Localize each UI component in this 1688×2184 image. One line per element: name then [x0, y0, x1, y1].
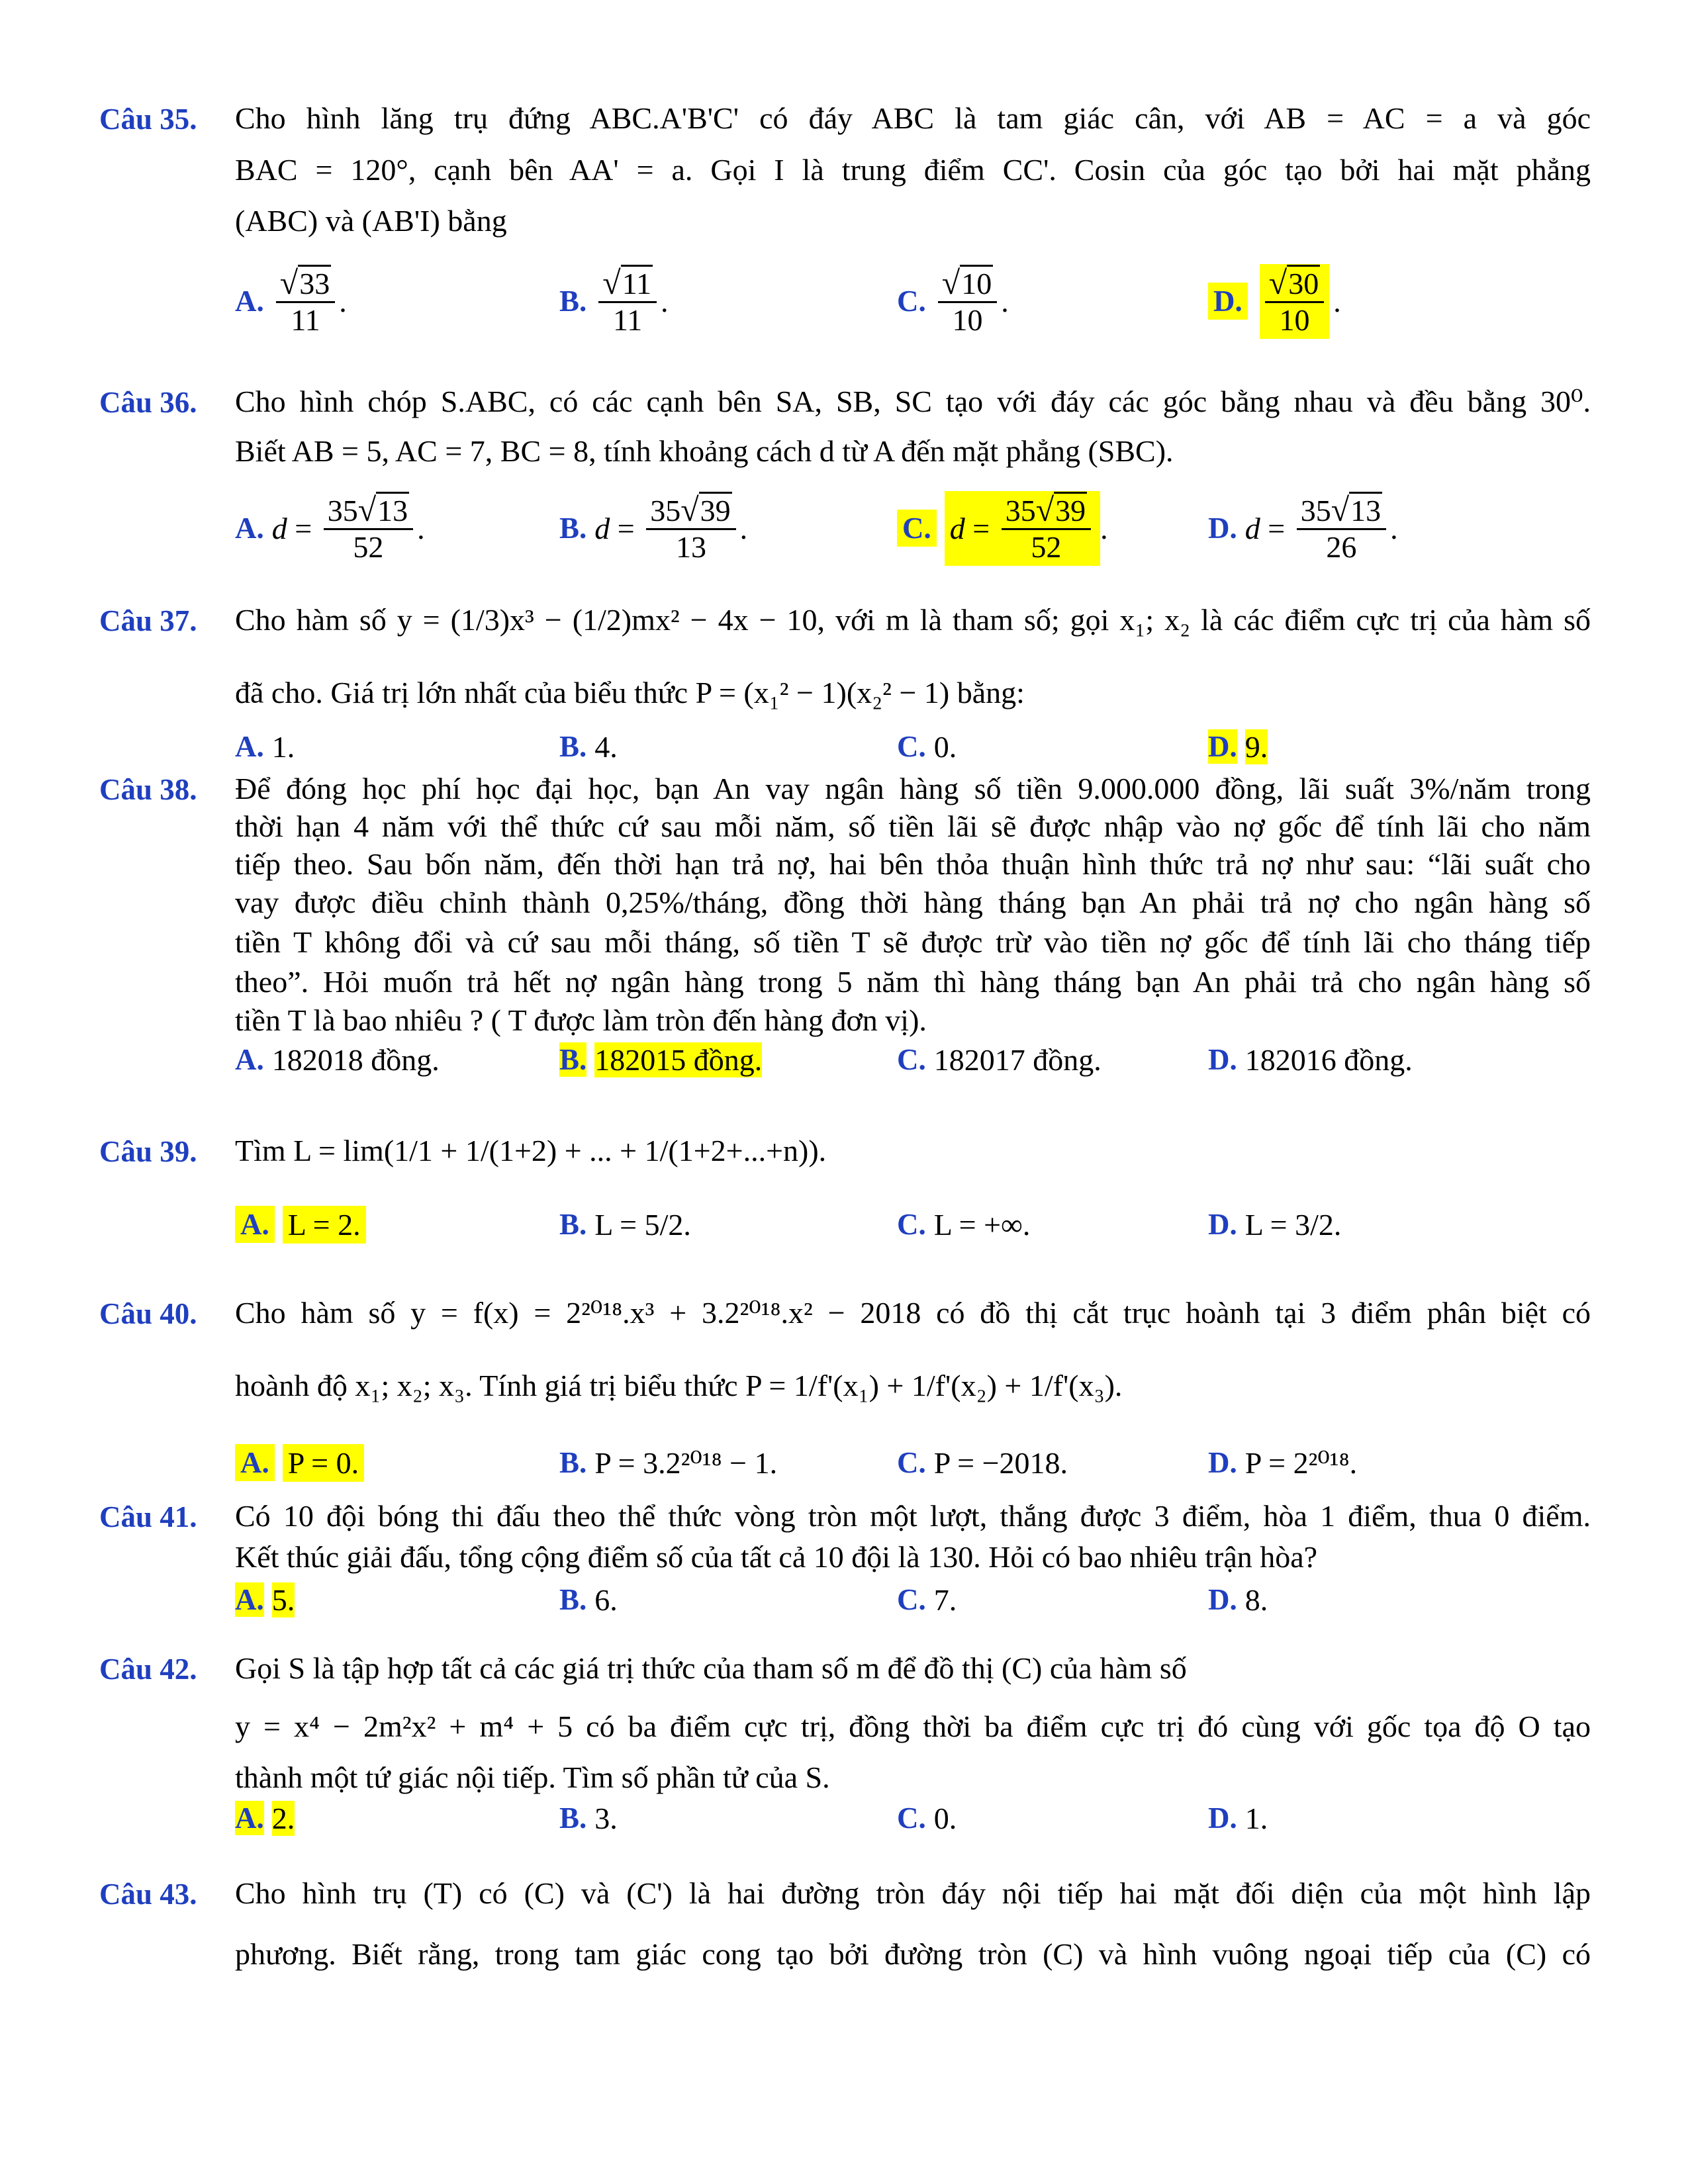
option-label: A.	[235, 285, 264, 318]
option-a[interactable]: A. L = 2.	[235, 1198, 366, 1251]
option-b[interactable]: B. 3.	[559, 1801, 618, 1835]
option-label: B.	[559, 285, 587, 318]
question-text-line: vay được điều chỉnh thành 0,25%/tháng, đồng thời hàng tháng bạn An phải trả nợ cho ngân hàng số	[235, 886, 1591, 919]
question-text-line: (ABC) và (AB'I) bằng	[235, 204, 507, 238]
question-text-line: phương. Biết rằng, trong tam giác cong tạo bởi đường tròn (C) và hình vuông ngoại tiếp của (C) có	[235, 1937, 1591, 1971]
option-c[interactable]: C. 0.	[897, 1801, 957, 1835]
question-text-line: theo”. Hỏi muốn trả hết nợ ngân hàng trong 5 năm thì hàng tháng bạn An phải trả cho ngân hàng số	[235, 965, 1591, 999]
question-text-line: y = x⁴ − 2m²x² + m⁴ + 5 có ba điểm cực trị, đồng thời ba điểm cực trị đó cùng với gốc tọa độ O tạo	[235, 1709, 1591, 1743]
option-label: A.	[235, 1444, 275, 1481]
option-c[interactable]: C. L = +∞.	[897, 1207, 1031, 1242]
question-number: Câu 43.	[99, 1878, 197, 1911]
option-label: B.	[559, 1583, 587, 1616]
option-d[interactable]: D. 8.	[1208, 1582, 1268, 1617]
option-b[interactable]: B. 4.	[559, 729, 618, 764]
answer-options	[235, 1798, 1591, 1838]
answer-options	[235, 727, 1591, 766]
option-c[interactable]: C. $\frac{√10}{10}$ .	[897, 263, 1009, 337]
option-label: B.	[559, 1208, 587, 1241]
option-c[interactable]: C. 0.	[897, 729, 957, 764]
option-label: C.	[897, 730, 926, 763]
option-b[interactable]: B. 182015 đồng.	[559, 1042, 763, 1077]
option-d[interactable]: D. 9.	[1208, 729, 1268, 764]
option-label: B.	[559, 730, 587, 763]
question-text-line: đã cho. Giá trị lớn nhất của biểu thức P = (x₁² − 1)(x₂² − 1) bằng:	[235, 676, 1025, 709]
option-a[interactable]: A. 1.	[235, 729, 295, 764]
option-label: A.	[235, 1206, 275, 1243]
question-text-line: Có 10 đội bóng thi đấu theo thể thức vòng tròn một lượt, thắng được 3 điểm, hòa 1 điểm, thua 0 điểm.	[235, 1499, 1591, 1533]
answer-options	[235, 261, 1591, 341]
question-number: Câu 35.	[99, 103, 197, 136]
question-text-line: Tìm L = lim(1/1 + 1/(1+2) + ... + 1/(1+2+...+n)).	[235, 1134, 827, 1167]
option-label: A.	[235, 1043, 264, 1076]
question-text-line: Cho hình trụ (T) có (C) và (C') là hai đường tròn đáy nội tiếp hai mặt đối diện của một hình lập	[235, 1876, 1591, 1910]
option-c[interactable]: C. 7.	[897, 1582, 957, 1617]
option-label: D.	[1208, 1043, 1237, 1076]
question-text-line: Cho hình chóp S.ABC, có các cạnh bên SA, SB, SC tạo với đáy các góc bằng nhau và đều bằng 30⁰.	[235, 385, 1591, 418]
option-label: C.	[897, 1043, 926, 1076]
question-text-line: thời hạn 4 năm với thể thức cứ sau mỗi năm, số tiền lãi sẽ được nhập vào nợ gốc để tính lãi cho năm	[235, 809, 1591, 843]
option-d[interactable]: D. 182016 đồng.	[1208, 1042, 1413, 1077]
answer-options	[235, 1040, 1591, 1079]
option-label: D.	[1208, 1583, 1237, 1616]
option-label: A.	[235, 730, 264, 763]
option-label: C.	[897, 1208, 926, 1241]
option-b[interactable]: B. $\frac{√11}{11}$ .	[559, 263, 669, 337]
option-d[interactable]: D. d = $\frac{35√13}{26}$ .	[1208, 490, 1398, 564]
option-label: D.	[1208, 730, 1237, 763]
option-a[interactable]: A. 182018 đồng.	[235, 1042, 440, 1077]
answer-options	[235, 1439, 1591, 1486]
answer-options	[235, 1198, 1591, 1251]
option-label: D.	[1208, 1446, 1237, 1479]
option-label: C.	[897, 1583, 926, 1616]
question-text-line: thành một tứ giác nội tiếp. Tìm số phần tử của S.	[235, 1760, 830, 1794]
question-text-line: hoành độ x₁; x₂; x₃. Tính giá trị biểu thức P = 1/f'(x₁) + 1/f'(x₂) + 1/f'(x₃).	[235, 1369, 1123, 1402]
option-label: B.	[559, 1043, 587, 1076]
answer-options	[235, 488, 1591, 568]
option-label: B.	[559, 512, 587, 545]
option-b[interactable]: B. L = 5/2.	[559, 1207, 691, 1242]
option-c[interactable]: C. P = −2018.	[897, 1445, 1068, 1480]
option-label: D.	[1208, 1208, 1237, 1241]
option-label: B.	[559, 1801, 587, 1835]
option-b[interactable]: B. 6.	[559, 1582, 618, 1617]
question-text-line: Cho hàm số y = (1/3)x³ − (1/2)mx² − 4x − 10, với m là tham số; gọi x₁; x₂ là các điểm cực trị của hàm số	[235, 603, 1591, 637]
option-c[interactable]: C. 182017 đồng.	[897, 1042, 1102, 1077]
option-label: D.	[1208, 283, 1248, 320]
question-text-line: tiếp theo. Sau bốn năm, đến thời hạn trả nợ, hai bên thỏa thuận hình thức trả nợ như sau: “lãi suất cho	[235, 847, 1591, 881]
question-number: Câu 38.	[99, 773, 197, 806]
option-label: C.	[897, 285, 926, 318]
option-c[interactable]: C. d = $\frac{35√39}{52}$ .	[897, 488, 1108, 568]
option-a[interactable]: A. 2.	[235, 1801, 295, 1835]
option-a[interactable]: A. P = 0.	[235, 1439, 364, 1486]
option-a[interactable]: A. 5.	[235, 1582, 295, 1617]
question-number: Câu 37.	[99, 604, 197, 637]
option-b[interactable]: B. d = $\frac{35√39}{13}$ .	[559, 490, 748, 564]
option-b[interactable]: B. P = 3.2²⁰¹⁸ − 1.	[559, 1446, 778, 1480]
question-text-line: Để đóng học phí học đại học, bạn An vay ngân hàng số tiền 9.000.000 đồng, lãi suất 3%/năm trong	[235, 772, 1591, 805]
question-text-line: Biết AB = 5, AC = 7, BC = 8, tính khoảng cách d từ A đến mặt phẳng (SBC).	[235, 434, 1174, 468]
question-text-line: Kết thúc giải đấu, tổng cộng điểm số của tất cả 10 đội là 130. Hỏi có bao nhiêu trận hòa?	[235, 1540, 1318, 1574]
option-d[interactable]: D. P = 2²⁰¹⁸.	[1208, 1446, 1358, 1480]
option-label: A.	[235, 512, 264, 545]
question-text-line: tiền T là bao nhiêu ? ( T được làm tròn đến hàng đơn vị).	[235, 1003, 927, 1037]
answer-options	[235, 1580, 1591, 1619]
question-text-line: BAC = 120°, cạnh bên AA' = a. Gọi I là trung điểm CC'. Cosin của góc tạo bởi hai mặt phẳng	[235, 153, 1591, 187]
option-label: A.	[235, 1583, 264, 1616]
question-number: Câu 42.	[99, 1653, 197, 1686]
option-label: A.	[235, 1801, 264, 1835]
question-text-line: tiền T không đổi và cứ sau mỗi tháng, số tiền T sẽ được trừ vào tiền nợ gốc để tính lãi cho tháng tiếp	[235, 925, 1591, 959]
option-a[interactable]: A. $\frac{√33}{11}$ .	[235, 263, 347, 337]
question-text-line: Gọi S là tập hợp tất cả các giá trị thức của tham số m để đồ thị (C) của hàm số	[235, 1651, 1187, 1685]
question-number: Câu 41.	[99, 1500, 197, 1533]
question-text-line: Cho hàm số y = f(x) = 2²⁰¹⁸.x³ + 3.2²⁰¹⁸.x² − 2018 có đồ thị cắt trục hoành tại 3 điểm phân biệt có	[235, 1296, 1591, 1330]
option-label: C.	[897, 1446, 926, 1479]
option-d[interactable]: D. 1.	[1208, 1801, 1268, 1835]
option-d[interactable]: D. L = 3/2.	[1208, 1207, 1342, 1242]
question-number: Câu 40.	[99, 1297, 197, 1330]
option-a[interactable]: A. d = $\frac{35√13}{52}$ .	[235, 490, 425, 564]
option-label: C.	[897, 1801, 926, 1835]
option-label: D.	[1208, 512, 1237, 545]
option-label: D.	[1208, 1801, 1237, 1835]
question-text-line: Cho hình lăng trụ đứng ABC.A'B'C' có đáy ABC là tam giác cân, với AB = AC = a và góc	[235, 101, 1591, 135]
question-number: Câu 36.	[99, 386, 197, 419]
option-label: B.	[559, 1446, 587, 1479]
option-label: C.	[897, 510, 937, 547]
option-d[interactable]: D. $\frac{√30}{10}$ .	[1208, 261, 1341, 341]
question-number: Câu 39.	[99, 1135, 197, 1168]
